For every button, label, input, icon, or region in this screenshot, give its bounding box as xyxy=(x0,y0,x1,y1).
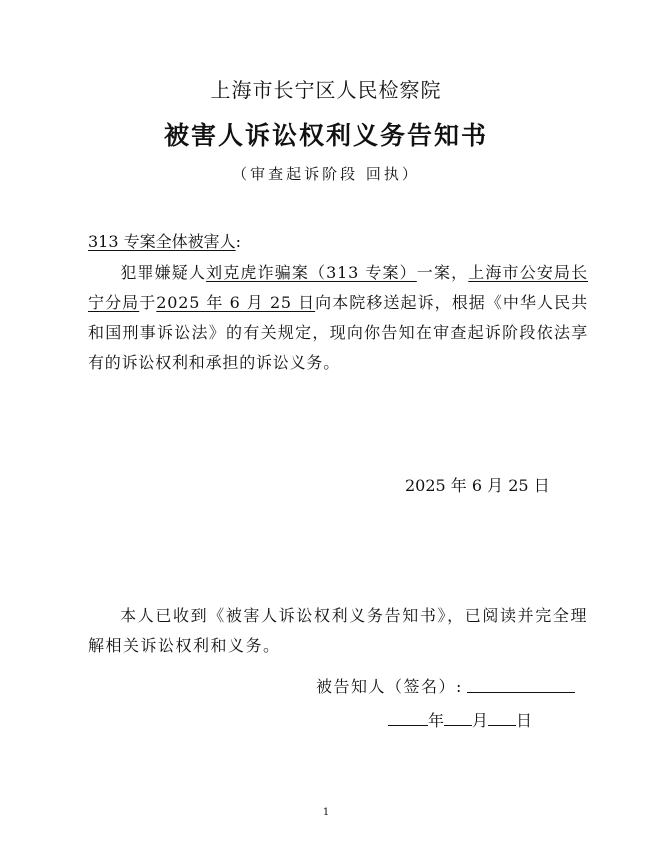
document-title: 被害人诉讼权利义务告知书 xyxy=(163,121,488,150)
notice-date: 2025 年 6 月 25 日 xyxy=(405,476,550,495)
receipt-paragraph xyxy=(88,601,588,661)
addressee-name: 313 专案全体被害人 xyxy=(88,232,236,251)
body-part-d: 于 xyxy=(139,293,157,312)
addressee xyxy=(88,229,241,252)
month-blank[interactable] xyxy=(444,709,472,726)
suspect-name: 刘克虎 xyxy=(206,263,258,282)
transfer-date: 2025 年 6 月 25 日 xyxy=(156,293,316,312)
body-part-e: 向本院移送起诉，根据《中华人民共和国刑事诉讼法》的有关规定，现向你告知在审查起诉阶段依法享有的诉讼权利和承担的诉讼义务。 xyxy=(88,293,589,372)
month-label: 月 xyxy=(472,711,489,730)
year-label: 年 xyxy=(428,711,445,730)
day-blank[interactable] xyxy=(488,709,516,726)
transferring-agency: 上海市公安局长宁分局 xyxy=(88,263,588,312)
notice-paragraph xyxy=(88,258,588,378)
page-number: 1 xyxy=(322,807,330,818)
signature-label: 被告知人（签名）: xyxy=(316,677,463,696)
addressee-suffix: : xyxy=(235,232,242,251)
body-part-a: 犯罪嫌疑人 xyxy=(120,263,207,282)
receipt-text: 本人已收到《被害人诉讼权利义务告知书》，已阅读并完全理解相关诉讼权利和义务。 xyxy=(88,606,588,655)
signature-date xyxy=(388,708,532,731)
body-part-c: 一案， xyxy=(416,263,469,282)
signature-line[interactable] xyxy=(467,692,575,693)
year-blank[interactable] xyxy=(388,709,428,726)
day-label: 日 xyxy=(516,711,533,730)
document-subtitle: （审查起诉阶段 回执） xyxy=(232,165,420,183)
issuing-organization: 上海市长宁区人民检察院 xyxy=(210,78,442,102)
case-name: 诈骗案（313 专案） xyxy=(257,263,417,282)
